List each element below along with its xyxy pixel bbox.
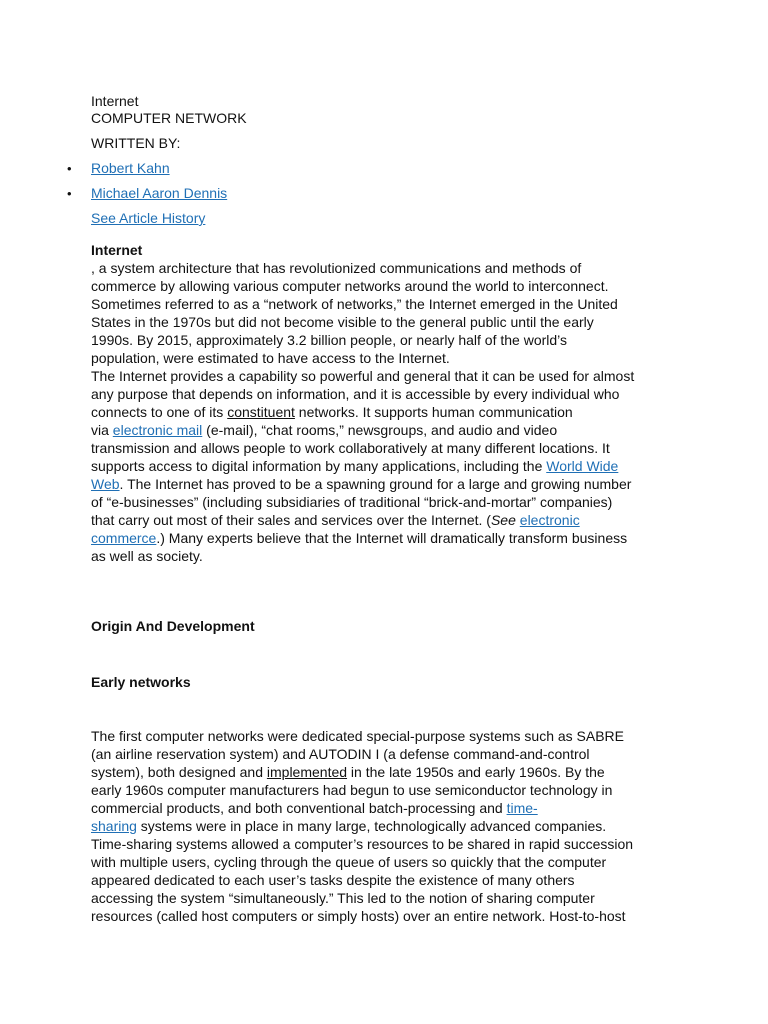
author-item — [67, 160, 691, 177]
link-electronic-commerce[interactable]: electronic — [519, 512, 580, 528]
text-line: resources (called host computers or simply hosts) over an entire network. Host-to-host — [91, 908, 626, 924]
text-line: Time-sharing systems allowed a computer’s resources to be shared in rapid succession — [91, 836, 634, 852]
link-world-wide-web[interactable]: Web — [91, 476, 120, 492]
text-line: commercial products, and both conventional batch-processing and time- — [91, 800, 538, 816]
text-line: commerce.) Many experts believe that the Internet will dramatically transform business — [91, 530, 628, 546]
written-by-label: WRITTEN BY: — [91, 135, 181, 151]
text-line: connects to one of its constituent networks. It supports human communication — [91, 404, 573, 420]
intro-paragraph — [91, 241, 634, 565]
link-electronic-commerce[interactable]: commerce — [91, 530, 157, 546]
term-heading: Internet — [91, 242, 143, 258]
section-heading-origin: Origin And Development — [91, 618, 255, 634]
author-item — [67, 185, 691, 202]
implemented-term: implemented — [266, 764, 348, 780]
text-line: The first computer networks were dedicated special-purpose systems such as SABRE — [91, 728, 625, 744]
text-line: population, were estimated to have access to the Internet. — [91, 350, 450, 366]
link-electronic-mail[interactable]: electronic mail — [112, 422, 203, 438]
text-line: States in the 1970s but did not become visible to the general public until the early — [91, 314, 594, 330]
page-subtitle: COMPUTER NETWORK — [91, 110, 247, 126]
text-line: supports access to digital information by many applications, including the World Wide — [91, 458, 619, 474]
text-line: transmission and allows people to work collaboratively at many different locations. It — [91, 440, 610, 456]
text-line: accessing the system “simultaneously.” This led to the notion of sharing computer — [91, 890, 595, 906]
author-list — [67, 160, 691, 202]
article-page — [67, 93, 691, 924]
text-line: The Internet provides a capability so powerful and general that it can be used for almost — [91, 368, 635, 384]
early-networks-paragraph — [91, 727, 633, 925]
text-line: Sometimes referred to as a “network of networks,” the Internet emerged in the United — [91, 296, 618, 312]
text-line: , a system architecture that has revolutionized communications and methods of — [91, 260, 582, 276]
constituent-term: constituent — [227, 404, 295, 420]
text-line: commerce by allowing various computer networks around the world to interconnect. — [91, 278, 609, 294]
bullet-icon: • — [67, 161, 72, 176]
link-world-wide-web[interactable]: World Wide — [546, 458, 619, 474]
section-heading-early-networks: Early networks — [91, 674, 191, 690]
text-line: (an airline reservation system) and AUTODIN I (a defense command-and-control — [91, 746, 590, 762]
link-time-sharing[interactable]: sharing — [91, 818, 137, 834]
text-line: sharing systems were in place in many large, technologically advanced companies. — [91, 818, 607, 834]
text-line: early 1960s computer manufacturers had begun to use semiconductor technology in — [91, 782, 613, 798]
article-history-link[interactable]: See Article History — [91, 210, 206, 226]
page-title: Internet — [91, 93, 139, 109]
author-link-michael-aaron-dennis[interactable]: Michael Aaron Dennis — [91, 185, 228, 201]
text-line: as well as society. — [91, 548, 203, 564]
text-line: Web. The Internet has proved to be a spawning ground for a large and growing number — [91, 476, 632, 492]
bullet-icon: • — [67, 186, 72, 201]
link-time-sharing[interactable]: time- — [506, 800, 538, 816]
text-line: 1990s. By 2015, approximately 3.2 billion people, or nearly half of the world’s — [91, 332, 568, 348]
text-line: any purpose that depends on information, and it is accessible by every individual who — [91, 386, 620, 402]
text-line: with multiple users, cycling through the queue of users so quickly that the computer — [91, 854, 607, 870]
text-line: appeared dedicated to each user’s tasks despite the existence of many others — [91, 872, 575, 888]
author-link-robert-kahn[interactable]: Robert Kahn — [91, 160, 170, 176]
text-line: of “e-businesses” (including subsidiaries of traditional “brick-and-mortar” companies) — [91, 494, 613, 510]
text-line: system), both designed and implemented in the late 1950s and early 1960s. By the — [91, 764, 605, 780]
text-line: via electronic mail (e-mail), “chat rooms,” newsgroups, and audio and video — [91, 422, 558, 438]
text-line: that carry out most of their sales and services over the Internet. (See electronic — [91, 512, 580, 528]
